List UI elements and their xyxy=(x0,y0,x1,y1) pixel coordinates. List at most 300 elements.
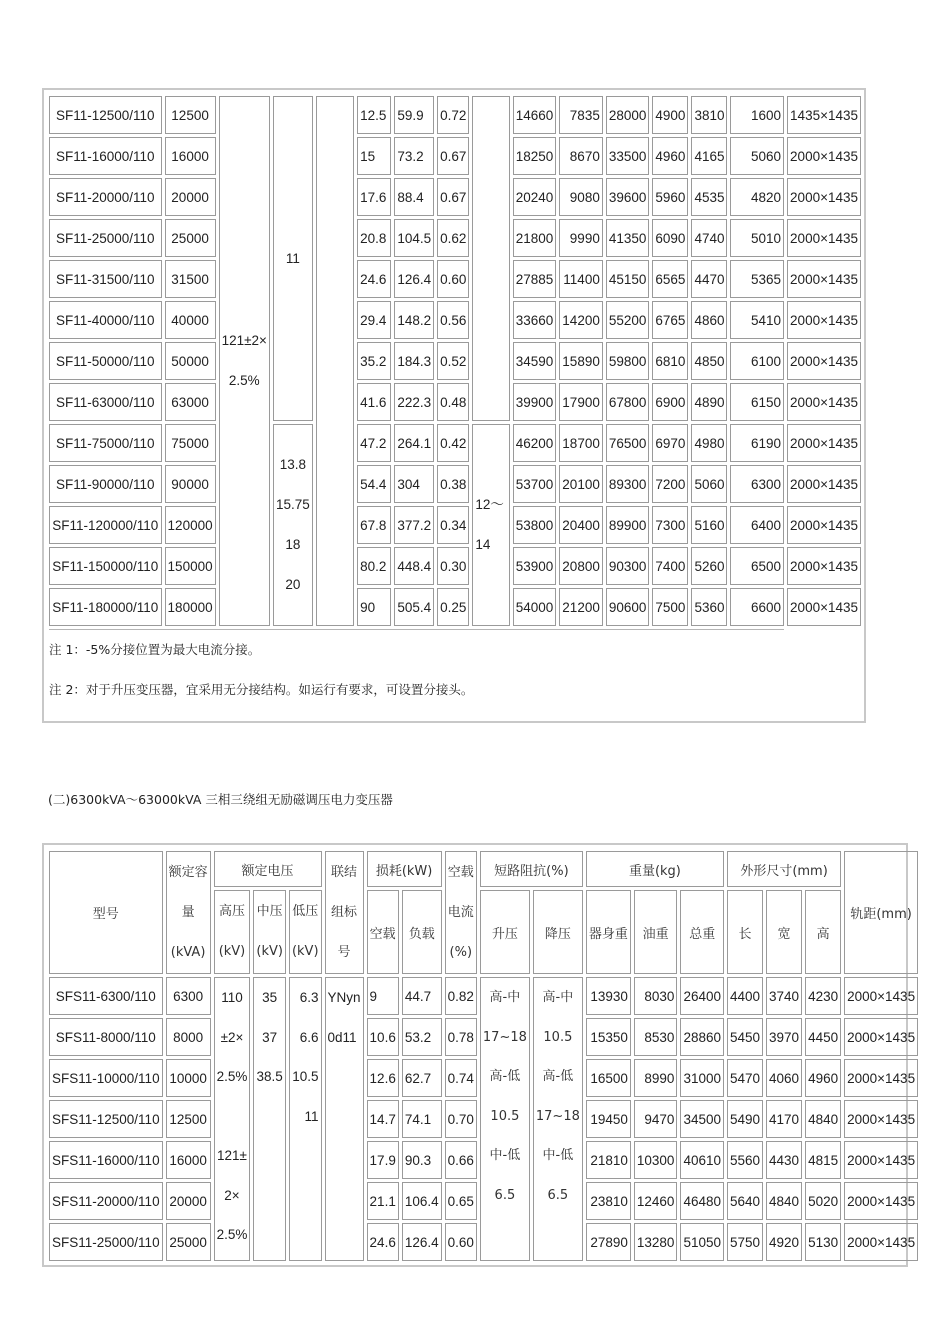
mid-voltage-header xyxy=(253,890,286,974)
height-cell: 1600 xyxy=(730,96,784,134)
model-cell: SF11-25000/110 xyxy=(49,219,162,257)
lv-value: 20 xyxy=(285,577,301,592)
dimensions-header: 外形尺寸(mm) xyxy=(727,851,841,887)
mid-voltage-header-line: (kV) xyxy=(256,944,283,959)
noload-loss-cell: 90 xyxy=(357,588,391,626)
rated-voltage-header: 额定电压 xyxy=(214,851,322,887)
capacity-header-line: 量 xyxy=(181,904,195,920)
load-loss-cell: 184.3 xyxy=(394,342,434,380)
noload-current-cell: 0.74 xyxy=(445,1059,477,1097)
body-weight-cell: 20240 xyxy=(513,178,557,216)
low-voltage-header-line: (kV) xyxy=(291,944,319,959)
total-weight-cell: 34500 xyxy=(680,1100,724,1138)
oil-weight-cell: 11400 xyxy=(559,260,603,298)
oil-weight-cell: 9470 xyxy=(634,1100,678,1138)
length-cell: 5640 xyxy=(727,1182,763,1220)
gauge-cell: 2000×1435 xyxy=(844,1182,918,1220)
oil-weight-cell: 21200 xyxy=(559,588,603,626)
model-cell: SFS11-25000/110 xyxy=(49,1223,163,1261)
width-cell: 4850 xyxy=(691,342,727,380)
height-cell: 5020 xyxy=(805,1182,841,1220)
length-cell: 7300 xyxy=(652,506,688,544)
table-row xyxy=(49,96,861,134)
capacity-cell: 20000 xyxy=(165,178,216,216)
gauge-cell: 2000×1435 xyxy=(844,1141,918,1179)
height-cell: 5060 xyxy=(730,137,784,175)
noload-current-cell: 0.60 xyxy=(437,260,469,298)
step-down-cell-line: 10.5 xyxy=(543,1029,573,1045)
note-row xyxy=(49,670,861,708)
height-cell: 6300 xyxy=(730,465,784,503)
lv-value: 15.75 xyxy=(275,497,310,512)
model-cell: SF11-75000/110 xyxy=(49,424,162,462)
body-weight-cell: 13930 xyxy=(586,977,631,1015)
vector-group-header xyxy=(325,851,364,974)
load-loss-cell: 377.2 xyxy=(394,506,434,544)
gauge-header: 轨距(mm) xyxy=(844,851,918,974)
load-loss-cell: 505.4 xyxy=(394,588,434,626)
low-voltage-cell-line: 6.6 xyxy=(299,1029,319,1045)
width-cell: 4060 xyxy=(766,1059,802,1097)
capacity-cell: 120000 xyxy=(165,506,216,544)
oil-weight-header: 油重 xyxy=(634,890,678,974)
total-weight-cell: 28860 xyxy=(680,1018,724,1056)
length-cell: 4400 xyxy=(727,977,763,1015)
capacity-cell: 63000 xyxy=(165,383,216,421)
capacity-cell: 12500 xyxy=(165,96,216,134)
height-cell: 6100 xyxy=(730,342,784,380)
step-down-cell-line: 中-低 xyxy=(542,1148,574,1163)
hv-tap-cell xyxy=(219,96,270,626)
loss-header: 损耗(kW) xyxy=(367,851,442,887)
body-weight-cell: 54000 xyxy=(513,588,557,626)
model-cell: SF11-180000/110 xyxy=(49,588,162,626)
length-cell: 7500 xyxy=(652,588,688,626)
load-loss-cell: 126.4 xyxy=(402,1223,442,1261)
width-cell: 4470 xyxy=(691,260,727,298)
load-loss-cell: 126.4 xyxy=(394,260,434,298)
low-voltage-header xyxy=(289,890,322,974)
oil-weight-cell: 13280 xyxy=(634,1223,678,1261)
total-weight-cell: 46480 xyxy=(680,1182,724,1220)
width-cell: 4430 xyxy=(766,1141,802,1179)
gauge-cell: 2000×1435 xyxy=(787,424,861,462)
noload-loss-cell: 47.2 xyxy=(357,424,391,462)
gauge-cell: 2000×1435 xyxy=(844,1018,918,1056)
section2-title: (二)6300kVA～63000kVA 三相三绕组无励磁调压电力变压器 xyxy=(48,792,393,807)
height-cell: 4230 xyxy=(805,977,841,1015)
total-weight-cell: 76500 xyxy=(606,424,650,462)
total-weight-cell: 28000 xyxy=(606,96,650,134)
high-voltage-cell-line: 121± xyxy=(217,1148,247,1163)
model-cell: SF11-40000/110 xyxy=(49,301,162,339)
lv-value: 18 xyxy=(285,537,301,552)
mid-voltage-cell xyxy=(253,977,286,1261)
table2 xyxy=(46,848,921,1264)
length-cell: 6900 xyxy=(652,383,688,421)
table-row xyxy=(49,137,861,175)
length-cell: 6970 xyxy=(652,424,688,462)
step-down-cell-line: 高-中 xyxy=(542,990,574,1005)
high-voltage-header-line: (kV) xyxy=(218,944,246,959)
vector-group-header-line: 号 xyxy=(337,944,351,960)
width-cell: 5260 xyxy=(691,547,727,585)
mid-voltage-cell-line: 37 xyxy=(262,1029,278,1045)
length-cell: 6765 xyxy=(652,301,688,339)
gauge-cell: 2000×1435 xyxy=(787,465,861,503)
model-cell: SFS11-8000/110 xyxy=(49,1018,163,1056)
total-weight-cell: 51050 xyxy=(680,1223,724,1261)
oil-weight-cell: 17900 xyxy=(559,383,603,421)
load-loss-cell: 222.3 xyxy=(394,383,434,421)
mid-voltage-cell-line: 38.5 xyxy=(256,1069,283,1084)
capacity-cell: 180000 xyxy=(165,588,216,626)
capacity-cell: 50000 xyxy=(165,342,216,380)
length-cell: 4960 xyxy=(652,137,688,175)
noload-current-header-line: 电流 xyxy=(447,904,474,920)
noload-loss-cell: 80.2 xyxy=(357,547,391,585)
note-1: 注 1：-5%分接位置为最大电流分接。 xyxy=(49,629,784,667)
height-cell: 4450 xyxy=(805,1018,841,1056)
total-weight-cell: 39600 xyxy=(606,178,650,216)
total-weight-cell: 59800 xyxy=(606,342,650,380)
total-weight-cell: 26400 xyxy=(680,977,724,1015)
capacity-cell: 20000 xyxy=(166,1182,211,1220)
width-cell: 4740 xyxy=(691,219,727,257)
height-cell: 6150 xyxy=(730,383,784,421)
noload-current-cell: 0.66 xyxy=(445,1141,477,1179)
width-cell: 5160 xyxy=(691,506,727,544)
table-row xyxy=(49,260,861,298)
model-cell: SF11-20000/110 xyxy=(49,178,162,216)
width-cell: 4165 xyxy=(691,137,727,175)
noload-current-header xyxy=(445,851,477,974)
length-cell: 5560 xyxy=(727,1141,763,1179)
high-voltage-cell-line: 2.5% xyxy=(216,1069,248,1084)
height-cell: 6600 xyxy=(730,588,784,626)
step-up-cell-line: 17~18 xyxy=(482,1029,527,1045)
model-cell: SF11-63000/110 xyxy=(49,383,162,421)
lv-group1-cell: 11 xyxy=(273,96,313,421)
total-weight-cell: 55200 xyxy=(606,301,650,339)
body-weight-cell: 33660 xyxy=(513,301,557,339)
oil-weight-cell: 8530 xyxy=(634,1018,678,1056)
capacity-header xyxy=(166,851,211,974)
load-loss-cell: 104.5 xyxy=(394,219,434,257)
oil-weight-cell: 8990 xyxy=(634,1059,678,1097)
noload-current-cell: 0.34 xyxy=(437,506,469,544)
width-cell: 4860 xyxy=(691,301,727,339)
gauge-cell: 2000×1435 xyxy=(787,178,861,216)
step-down-cell-line: 6.5 xyxy=(547,1187,569,1203)
noload-current-cell: 0.65 xyxy=(445,1182,477,1220)
width-header: 宽 xyxy=(766,890,802,974)
length-cell: 5750 xyxy=(727,1223,763,1261)
noload-current-cell: 0.67 xyxy=(437,137,469,175)
gauge-cell: 1435×1435 xyxy=(787,96,861,134)
oil-weight-cell: 14200 xyxy=(559,301,603,339)
noload-loss-cell: 41.6 xyxy=(357,383,391,421)
table-row xyxy=(49,588,861,626)
body-weight-cell: 46200 xyxy=(513,424,557,462)
body-weight-cell: 14660 xyxy=(513,96,557,134)
length-cell: 6090 xyxy=(652,219,688,257)
mid-voltage-header-line: 中压 xyxy=(256,904,283,919)
height-cell: 4820 xyxy=(730,178,784,216)
high-voltage-cell-line: 2.5% xyxy=(216,1227,248,1242)
noload-current-cell: 0.42 xyxy=(437,424,469,462)
width-cell: 4980 xyxy=(691,424,727,462)
gauge-cell: 2000×1435 xyxy=(787,588,861,626)
body-weight-cell: 18250 xyxy=(513,137,557,175)
height-cell: 4815 xyxy=(805,1141,841,1179)
table-row xyxy=(49,178,861,216)
high-voltage-cell-line: 2× xyxy=(224,1187,240,1203)
load-loss-cell: 74.1 xyxy=(402,1100,442,1138)
gauge-cell: 2000×1435 xyxy=(787,219,861,257)
table1 xyxy=(46,93,864,711)
height-header: 高 xyxy=(805,890,841,974)
gauge-cell: 2000×1435 xyxy=(787,506,861,544)
step-down-cell-line: 高-低 xyxy=(542,1069,574,1084)
gauge-cell: 2000×1435 xyxy=(787,137,861,175)
noload-loss-cell: 24.6 xyxy=(357,260,391,298)
model-cell: SF11-31500/110 xyxy=(49,260,162,298)
width-cell: 3810 xyxy=(691,96,727,134)
noload-current-cell: 0.56 xyxy=(437,301,469,339)
noload-loss-cell: 29.4 xyxy=(357,301,391,339)
load-loss-cell: 62.7 xyxy=(402,1059,442,1097)
oil-weight-cell: 20100 xyxy=(559,465,603,503)
model-cell: SFS11-16000/110 xyxy=(49,1141,163,1179)
step-up-cell-line: 高-中 xyxy=(489,990,521,1005)
table-row xyxy=(49,383,861,421)
height-cell: 4840 xyxy=(805,1100,841,1138)
noload-current-cell: 0.60 xyxy=(445,1223,477,1261)
noload-loss-cell: 10.6 xyxy=(367,1018,399,1056)
width-cell: 3970 xyxy=(766,1018,802,1056)
capacity-cell: 6300 xyxy=(166,977,211,1015)
noload-current-cell: 0.52 xyxy=(437,342,469,380)
noload-loss-cell: 12.5 xyxy=(357,96,391,134)
step-down-header: 降压 xyxy=(533,890,583,974)
note-2: 注 2：对于升压变压器，宜采用无分接结构。如运行有要求，可设置分接头。 xyxy=(49,682,474,697)
hv-tap-line1: 121±2× xyxy=(221,333,267,348)
total-weight-cell: 41350 xyxy=(606,219,650,257)
total-weight-cell: 45150 xyxy=(606,260,650,298)
height-cell: 4960 xyxy=(805,1059,841,1097)
impedance-line1: 12～ xyxy=(475,497,504,512)
body-weight-cell: 19450 xyxy=(586,1100,631,1138)
capacity-cell: 25000 xyxy=(165,219,216,257)
noload-current-cell: 0.62 xyxy=(437,219,469,257)
capacity-cell: 31500 xyxy=(165,260,216,298)
high-voltage-header-line: 高压 xyxy=(218,904,245,919)
total-weight-cell: 33500 xyxy=(606,137,650,175)
model-header: 型号 xyxy=(49,851,163,974)
oil-weight-cell: 8030 xyxy=(634,977,678,1015)
noload-current-cell: 0.72 xyxy=(437,96,469,134)
table-row xyxy=(49,506,861,544)
width-cell: 5360 xyxy=(691,588,727,626)
noload-loss-cell: 54.4 xyxy=(357,465,391,503)
noload-loss-cell: 17.9 xyxy=(367,1141,399,1179)
noload-current-cell: 0.48 xyxy=(437,383,469,421)
noload-loss-cell: 9 xyxy=(367,977,399,1015)
oil-weight-cell: 18700 xyxy=(559,424,603,462)
body-weight-cell: 21810 xyxy=(586,1141,631,1179)
model-cell: SF11-12500/110 xyxy=(49,96,162,134)
load-loss-cell: 44.7 xyxy=(402,977,442,1015)
height-cell: 5130 xyxy=(805,1223,841,1261)
noload-current-cell: 0.70 xyxy=(445,1100,477,1138)
capacity-cell: 8000 xyxy=(166,1018,211,1056)
load-loss-cell: 90.3 xyxy=(402,1141,442,1179)
high-voltage-cell-line: ±2× xyxy=(220,1029,244,1045)
length-cell: 5450 xyxy=(727,1018,763,1056)
total-weight-cell: 31000 xyxy=(680,1059,724,1097)
vector-group-cell xyxy=(316,96,354,626)
noload-loss-header: 空载 xyxy=(367,890,399,974)
high-voltage-cell-line xyxy=(217,1097,248,1137)
noload-loss-cell: 67.8 xyxy=(357,506,391,544)
total-weight-cell: 89900 xyxy=(606,506,650,544)
weight-header: 重量(kg) xyxy=(586,851,724,887)
low-voltage-cell xyxy=(289,977,322,1261)
lv-value: 13.8 xyxy=(279,457,306,472)
model-cell: SF11-150000/110 xyxy=(49,547,162,585)
noload-current-header-line: (%) xyxy=(449,944,473,960)
length-cell: 7200 xyxy=(652,465,688,503)
body-weight-cell: 53900 xyxy=(513,547,557,585)
table-row xyxy=(49,219,861,257)
total-weight-header: 总重 xyxy=(680,890,724,974)
lv-group2-cell xyxy=(273,424,313,626)
load-loss-cell: 304 xyxy=(394,465,434,503)
gauge-cell: 2000×1435 xyxy=(787,342,861,380)
load-loss-cell: 106.4 xyxy=(402,1182,442,1220)
total-weight-cell: 90600 xyxy=(606,588,650,626)
length-cell: 5490 xyxy=(727,1100,763,1138)
oil-weight-cell: 9990 xyxy=(559,219,603,257)
noload-current-header-line: 空载 xyxy=(447,864,474,880)
load-loss-cell: 148.2 xyxy=(394,301,434,339)
table2-frame xyxy=(42,843,916,1267)
gauge-cell: 2000×1435 xyxy=(844,977,918,1015)
low-voltage-header-line: 低压 xyxy=(292,904,319,919)
length-header: 长 xyxy=(727,890,763,974)
noload-loss-cell: 21.1 xyxy=(367,1182,399,1220)
note-row xyxy=(49,629,861,667)
width-cell: 4535 xyxy=(691,178,727,216)
total-weight-cell: 89300 xyxy=(606,465,650,503)
body-weight-cell: 34590 xyxy=(513,342,557,380)
model-cell: SFS11-6300/110 xyxy=(49,977,163,1015)
capacity-header-line: 额定容 xyxy=(168,864,208,880)
oil-weight-cell: 10300 xyxy=(634,1141,678,1179)
capacity-cell: 150000 xyxy=(165,547,216,585)
model-cell: SF11-16000/110 xyxy=(49,137,162,175)
step-up-cell-line: 10.5 xyxy=(490,1108,520,1124)
capacity-header-line: (kVA) xyxy=(170,944,206,960)
step-up-header: 升压 xyxy=(480,890,530,974)
oil-weight-cell: 8670 xyxy=(559,137,603,175)
width-cell: 5060 xyxy=(691,465,727,503)
low-voltage-cell-line: 6.3 xyxy=(299,990,319,1005)
length-cell: 5960 xyxy=(652,178,688,216)
width-cell: 4920 xyxy=(766,1223,802,1261)
capacity-cell: 16000 xyxy=(165,137,216,175)
width-cell: 4840 xyxy=(766,1182,802,1220)
oil-weight-cell: 7835 xyxy=(559,96,603,134)
model-cell: SF11-120000/110 xyxy=(49,506,162,544)
noload-loss-cell: 14.7 xyxy=(367,1100,399,1138)
noload-loss-cell: 20.8 xyxy=(357,219,391,257)
noload-current-cell: 0.38 xyxy=(437,465,469,503)
noload-current-cell: 0.30 xyxy=(437,547,469,585)
capacity-cell: 25000 xyxy=(166,1223,211,1261)
model-cell: SFS11-12500/110 xyxy=(49,1100,163,1138)
step-down-cell xyxy=(533,977,583,1261)
table-row xyxy=(49,342,861,380)
noload-loss-cell: 35.2 xyxy=(357,342,391,380)
hv-tap-line2: 2.5% xyxy=(228,373,260,388)
body-weight-cell: 21800 xyxy=(513,219,557,257)
capacity-cell: 90000 xyxy=(165,465,216,503)
body-weight-cell: 16500 xyxy=(586,1059,631,1097)
high-voltage-cell-line: 110 xyxy=(221,990,243,1005)
noload-current-cell: 0.67 xyxy=(437,178,469,216)
table-row xyxy=(49,977,918,1015)
oil-weight-cell: 20400 xyxy=(559,506,603,544)
length-cell: 6810 xyxy=(652,342,688,380)
vector-group-header-line: 组标 xyxy=(331,904,358,920)
table-row xyxy=(49,547,861,585)
height-cell: 6400 xyxy=(730,506,784,544)
total-weight-cell: 67800 xyxy=(606,383,650,421)
load-loss-cell: 73.2 xyxy=(394,137,434,175)
length-cell: 4900 xyxy=(652,96,688,134)
model-cell: SFS11-10000/110 xyxy=(49,1059,163,1097)
high-voltage-header xyxy=(214,890,251,974)
oil-weight-cell: 12460 xyxy=(634,1182,678,1220)
height-cell: 5410 xyxy=(730,301,784,339)
low-voltage-cell-line: 10.5 xyxy=(292,1069,319,1084)
gauge-cell: 2000×1435 xyxy=(844,1100,918,1138)
body-weight-cell: 53700 xyxy=(513,465,557,503)
low-voltage-cell-line: 11 xyxy=(304,1108,319,1124)
total-weight-cell: 40610 xyxy=(680,1141,724,1179)
vector-group-cell-line: YNyn xyxy=(327,990,361,1005)
vector-group-header-line: 联结 xyxy=(331,864,358,880)
width-cell: 4890 xyxy=(691,383,727,421)
load-loss-cell: 88.4 xyxy=(394,178,434,216)
height-cell: 5010 xyxy=(730,219,784,257)
length-cell: 6565 xyxy=(652,260,688,298)
impedance-cell-a xyxy=(472,96,509,421)
load-loss-cell: 448.4 xyxy=(394,547,434,585)
total-weight-cell: 90300 xyxy=(606,547,650,585)
height-cell: 5365 xyxy=(730,260,784,298)
width-cell: 3740 xyxy=(766,977,802,1015)
noload-loss-cell: 12.6 xyxy=(367,1059,399,1097)
step-up-cell xyxy=(480,977,530,1261)
step-up-cell-line: 高-低 xyxy=(489,1069,521,1084)
impedance-line2: 14 xyxy=(475,537,491,552)
body-weight-cell: 39900 xyxy=(513,383,557,421)
oil-weight-cell: 20800 xyxy=(559,547,603,585)
body-weight-header: 器身重 xyxy=(586,890,631,974)
